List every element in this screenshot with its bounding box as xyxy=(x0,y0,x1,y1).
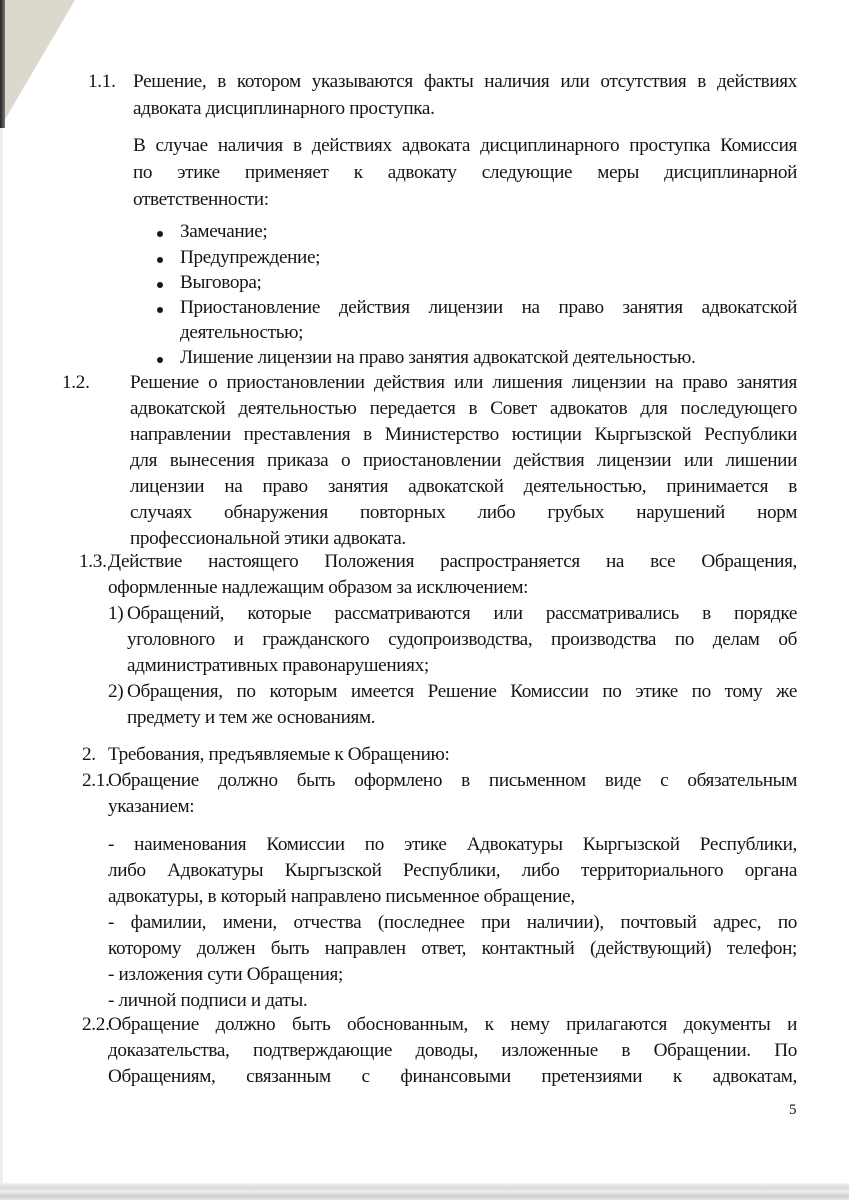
section-2-2-line: Обращениям, связанным с финансовыми претензиями к адвокатам, xyxy=(108,1066,797,1087)
section-1-2-line: Решение о приостановлении действия или лишения лицензии на право занятия xyxy=(130,372,797,393)
section-1-1-line: адвоката дисциплинарного проступка. xyxy=(133,98,435,119)
section-number-1-3: 1.3. xyxy=(79,551,107,572)
exclusion-item-line: административных правонарушениях; xyxy=(127,655,429,676)
section-1-2-line: для вынесения приказа о приостановлении действия лицензии или лишении xyxy=(130,450,797,471)
section-1-1-paragraph-line: В случае наличия в действиях адвоката дисциплинарного проступка Комиссия xyxy=(133,135,797,156)
requirement-line: которому должен быть направлен ответ, контактный (действующий) телефон; xyxy=(108,938,797,959)
section-1-3-line: оформленные надлежащим образом за исключением: xyxy=(108,577,529,598)
exclusion-item-line: Обращений, которые рассматриваются или рассматривались в порядке xyxy=(127,603,797,624)
exclusion-item-line: предмету и тем же основаниям. xyxy=(127,707,376,728)
exclusion-item-line: Обращения, по которым имеется Решение Комиссии по этике по тому же xyxy=(127,681,797,702)
bullet-item: Приостановление действия лицензии на право занятия адвокатской xyxy=(180,297,797,318)
requirement-line: - личной подписи и даты. xyxy=(108,990,308,1011)
scan-bottom-edge xyxy=(0,1183,849,1200)
bullet-item: Замечание; xyxy=(180,221,268,242)
bullet-icon xyxy=(157,257,163,263)
folded-page-corner xyxy=(0,0,75,128)
scan-shadow-edge xyxy=(0,0,5,128)
section-number-2-2: 2.2. xyxy=(82,1014,110,1035)
section-number-2: 2. xyxy=(82,744,96,765)
bullet-item: Выговора; xyxy=(180,272,262,293)
bullet-item-continuation: деятельностью; xyxy=(180,322,304,343)
section-2-1-line: указанием: xyxy=(108,796,195,817)
section-1-2-line: адвокатской деятельностью передается в Совет адвокатов для последующего xyxy=(130,398,797,419)
requirement-line: - фамилии, имени, отчества (последнее при наличии), почтовый адрес, по xyxy=(108,912,797,933)
list-marker-2: 2) xyxy=(108,681,124,702)
section-number-1-2: 1.2. xyxy=(62,372,90,393)
bullet-icon xyxy=(157,357,163,363)
requirement-line: либо Адвокатуры Кыргызской Республики, либо территориального органа xyxy=(108,860,797,881)
section-1-2-line: случаях обнаружения повторных либо грубых нарушений норм xyxy=(130,502,797,523)
section-2-title: Требования, предъявляемые к Обращению: xyxy=(108,744,450,765)
list-marker-1: 1) xyxy=(108,603,124,624)
section-1-2-line: лицензии на право занятия адвокатской деятельностью, принимается в xyxy=(130,476,797,497)
bullet-item: Предупреждение; xyxy=(180,247,321,268)
bullet-icon xyxy=(157,231,163,237)
requirement-line: адвокатуры, в который направлено письменное обращение, xyxy=(108,886,575,907)
page-number: 5 xyxy=(789,1102,797,1118)
section-1-1-paragraph-line: по этике применяет к адвокату следующие меры дисциплинарной xyxy=(133,162,797,183)
section-1-2-line: профессиональной этики адвоката. xyxy=(130,528,406,549)
requirement-line: - изложения сути Обращения; xyxy=(108,964,343,985)
requirement-line: - наименования Комиссии по этике Адвокатуры Кыргызской Республики, xyxy=(108,834,797,855)
bullet-icon xyxy=(157,282,163,288)
section-2-2-line: доказательства, подтверждающие доводы, изложенные в Обращении. По xyxy=(108,1040,797,1061)
bullet-icon xyxy=(157,307,163,313)
section-1-3-line: Действие настоящего Положения распространяется на все Обращения, xyxy=(108,551,797,572)
section-1-2-line: направлении преставления в Министерство юстиции Кыргызской Республики xyxy=(130,424,797,445)
section-number-2-1: 2.1. xyxy=(82,770,110,791)
exclusion-item-line: уголовного и гражданского судопроизводства, производства по делам об xyxy=(127,629,797,650)
section-1-1-line: Решение, в котором указываются факты наличия или отсутствия в действиях xyxy=(133,71,797,92)
section-number-1-1: 1.1. xyxy=(88,71,116,92)
section-2-1-line: Обращение должно быть оформлено в письменном виде с обязательным xyxy=(108,770,797,791)
bullet-item: Лишение лицензии на право занятия адвокатской деятельностью. xyxy=(180,347,696,368)
section-2-2-line: Обращение должно быть обоснованным, к нему прилагаются документы и xyxy=(108,1014,797,1035)
section-1-1-paragraph-line: ответственности: xyxy=(133,189,269,210)
